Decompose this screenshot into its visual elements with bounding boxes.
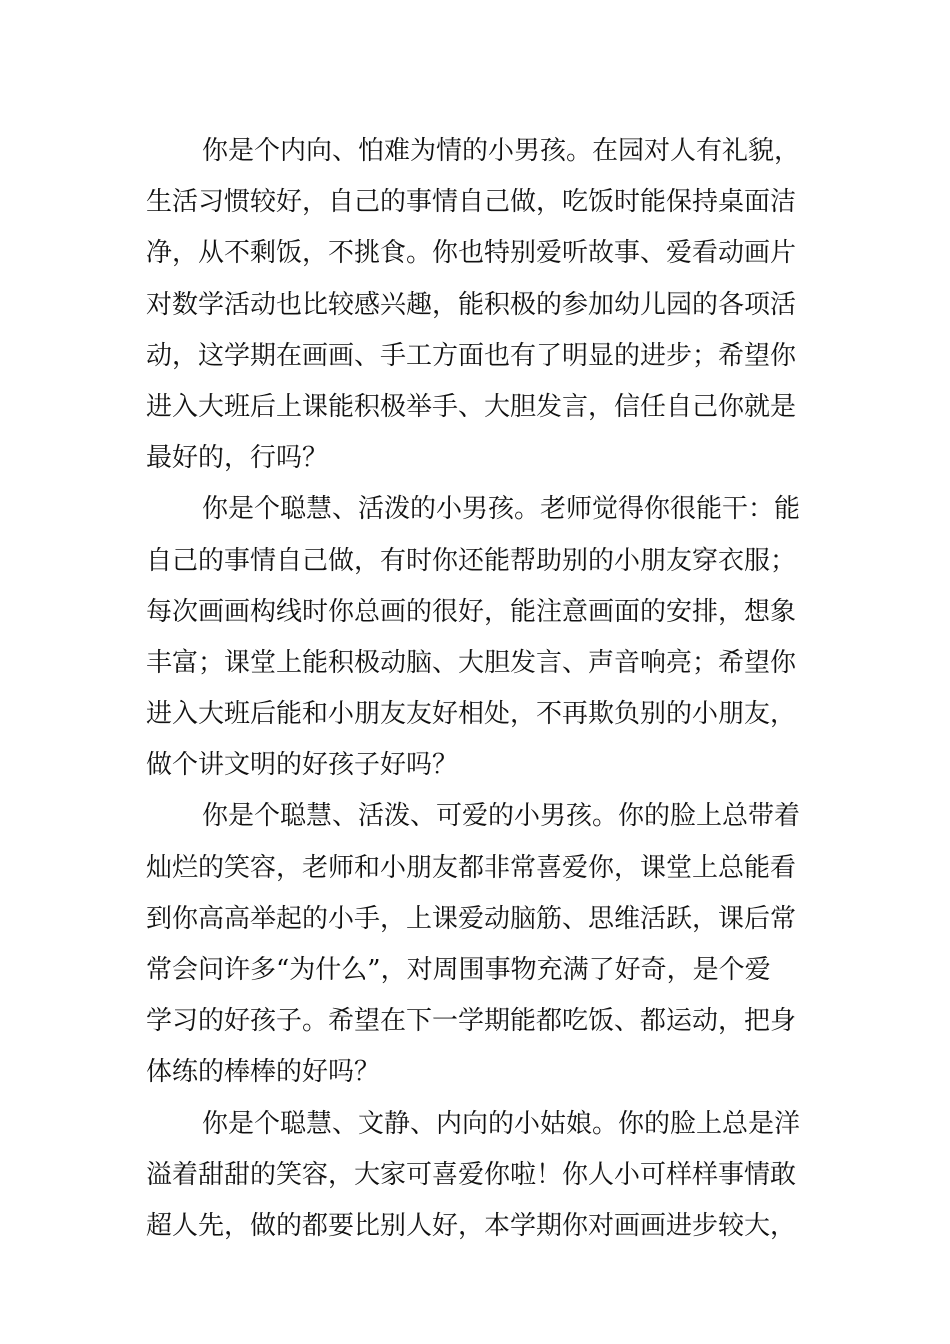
text-line: 你是个聪慧、文静、内向的小姑娘。你的脸上总是洋 [202, 1108, 801, 1139]
text-line: 你是个内向、怕难为情的小男孩。在园对人有礼貌， [202, 136, 801, 166]
text-line: 动，这学期在画画、手工方面也有了明显的进步；希望你 [146, 340, 797, 371]
text-line: 超人先，做的都要比别人好，本学期你对画画进步较大， [146, 1210, 797, 1241]
paragraph-3 [146, 791, 806, 1098]
text-line: 进入大班后能和小朋友友好相处，不再欺负别的小朋友， [146, 699, 797, 730]
text-line: 每次画画构线时你总画的很好，能注意画面的安排，想象 [146, 596, 797, 627]
paragraph-1 [146, 126, 806, 484]
text-line: 自己的事情自己做，有时你还能帮助别的小朋友穿衣服； [146, 545, 797, 576]
paragraph-2 [146, 484, 806, 791]
text-line: 净，从不剩饭，不挑食。你也特别爱听故事、爱看动画片 [146, 238, 797, 269]
paragraph-4 [146, 1099, 806, 1253]
text-line: 对数学活动也比较感兴趣，能积极的参加幼儿园的各项活 [146, 289, 797, 320]
text-line: 生活习惯较好，自己的事情自己做，吃饭时能保持桌面洁 [146, 187, 797, 218]
text-line: 你是个聪慧、活泼、可爱的小男孩。你的脸上总带着 [202, 801, 801, 832]
text-line: 最好的，行吗？ [146, 443, 329, 474]
text-line: 丰富；课堂上能积极动脑、大胆发言、声音响亮；希望你 [146, 647, 797, 678]
text-line: 进入大班后上课能积极举手、大胆发言，信任自己你就是 [146, 391, 797, 422]
text-line: 常会问许多“为什么”，对周围事物充满了好奇，是个爱 [146, 955, 771, 985]
text-line: 溢着甜甜的笑容，大家可喜爱你啦！你人小可样样事情敢 [146, 1159, 797, 1190]
text-line: 灿烂的笑容，老师和小朋友都非常喜爱你，课堂上总能看 [146, 852, 797, 883]
text-line: 做个讲文明的好孩子好吗？ [146, 750, 459, 781]
document-body [146, 126, 806, 1252]
text-line: 体练的棒棒的好吗？ [146, 1057, 381, 1088]
text-line: 你是个聪慧、活泼的小男孩。老师觉得你很能干：能 [202, 494, 801, 525]
text-line: 到你高高举起的小手，上课爱动脑筋、思维活跃，课后常 [146, 903, 797, 934]
text-line: 学习的好孩子。希望在下一学期能都吃饭、都运动，把身 [146, 1006, 797, 1037]
